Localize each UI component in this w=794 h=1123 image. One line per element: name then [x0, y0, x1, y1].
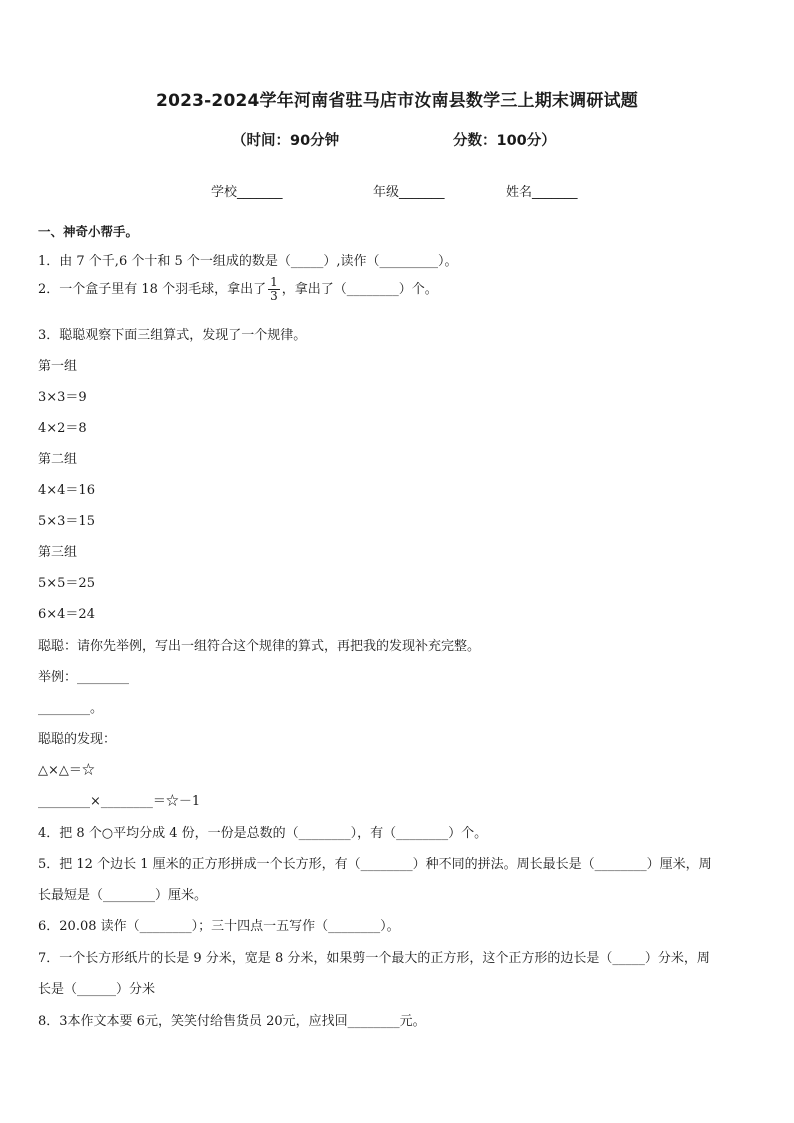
question-2-text-b: ，拿出了（________）个。 — [281, 282, 438, 297]
question-7-line-1: 7．一个长方形纸片的长是 9 分米，宽是 8 分米，如果剪一个最大的正方形，这个正方形的边长是（_____）分米，周 — [38, 951, 710, 966]
grade-field: 年级_______ — [373, 185, 445, 200]
school-field: 学校_______ — [211, 185, 283, 200]
question-8: 8．3本作文本要 6元，笑笑付给售货员 20元，应找回________元。 — [38, 1014, 426, 1029]
fraction-numerator: 1 — [270, 275, 278, 289]
question-2 — [38, 276, 438, 303]
rule-1: △×△＝☆ — [38, 763, 95, 778]
group-2-eq-1: 4×4＝16 — [38, 483, 95, 498]
rule-2: ________×________＝☆－1 — [38, 794, 201, 809]
question-5-line-1: 5．把 12 个边长 1 厘米的正方形拼成一个长方形，有（________）种不同的拼法。周长最长是（________）厘米，周 — [38, 857, 712, 872]
question-3: 3．聪聪观察下面三组算式，发现了一个规律。 — [38, 328, 307, 343]
fraction — [268, 276, 280, 303]
page-title: 2023-2024学年河南省驻马店市汝南县数学三上期末调研试题 — [156, 91, 638, 111]
group-2-eq-2: 5×3＝15 — [38, 514, 95, 529]
question-7-line-2: 长是（______）分米 — [38, 982, 156, 997]
section-heading: 一、神奇小帮手。 — [38, 224, 139, 239]
time-label: （时间：90分钟 — [232, 133, 340, 149]
question-6: 6．20.08 读作（________）；三十四点一五写作（________）。 — [38, 919, 400, 934]
fraction-denominator: 3 — [270, 289, 278, 303]
question-5-line-2: 长最短是（________）厘米。 — [38, 888, 208, 903]
group-1-label: 第一组 — [38, 359, 78, 374]
question-3-prompt: 聪聪：请你先举例，写出一组符合这个规律的算式，再把我的发现补充完整。 — [38, 639, 481, 654]
group-1-eq-2: 4×2＝8 — [38, 421, 87, 436]
name-field: 姓名_______ — [506, 185, 578, 200]
example-line: 举例：________ — [38, 670, 130, 685]
question-2-text-a: 2．一个盒子里有 18 个羽毛球，拿出了 — [38, 282, 267, 297]
example-line-2: ________。 — [38, 701, 104, 716]
question-1: 1．由 7 个千,6 个十和 5 个一组成的数是（_____）,读作（_________）。 — [38, 254, 458, 269]
group-3-eq-2: 6×4＝24 — [38, 607, 95, 622]
group-3-label: 第三组 — [38, 545, 78, 560]
group-1-eq-1: 3×3＝9 — [38, 390, 87, 405]
discovery-label: 聪聪的发现： — [38, 732, 117, 747]
question-4: 4．把 8 个○平均分成 4 份，一份是总数的（________），有（________）个。 — [38, 826, 488, 841]
score-label: 分数：100分） — [453, 133, 556, 149]
group-2-label: 第二组 — [38, 452, 78, 467]
group-3-eq-1: 5×5＝25 — [38, 576, 95, 591]
